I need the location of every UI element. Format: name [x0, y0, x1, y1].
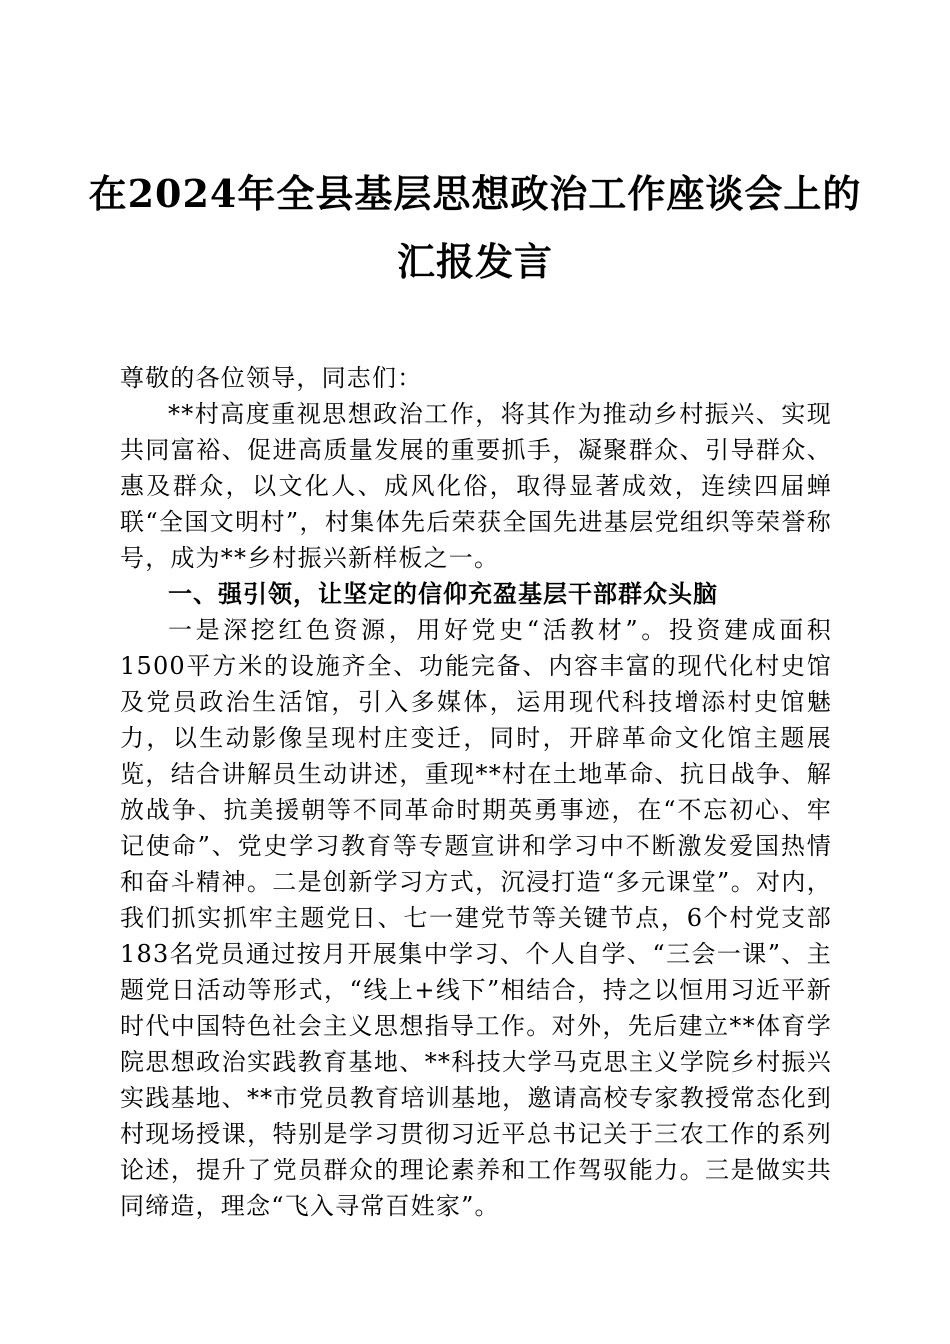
intro-paragraph: **村高度重视思想政治工作，将其作为推动乡村振兴、实现共同富裕、促进高质量发展的重要抓手，凝聚群众、引导群众、惠及群众，以文化人、成风化俗，取得显著成效，连续四届蝉联“全国文明村”，村集体先后荣获全国先进基层党组织等荣誉称号，成为**乡村振兴新样板之一。 — [120, 400, 832, 572]
section-heading-1: 一、强引领，让坚定的信仰充盈基层干部群众头脑 — [168, 580, 718, 608]
document-title-line-1: 在2024年全县基层思想政治工作座谈会上的 — [88, 171, 862, 216]
salutation: 尊敬的各位领导，同志们： — [120, 364, 423, 392]
section-1-paragraph: 一是深挖红色资源，用好党史“活教材”。投资建成面积1500平方米的设施齐全、功能完备、内容丰富的现代化村史馆及党员政治生活馆，引入多媒体，运用现代科技增添村史馆魅力，以生动影像呈现村庄变迁，同时，开辟革命文化馆主题展览，结合讲解员生动讲述，重现**村在土地革命、抗日战争、解放战争、抗美援朝等不同革命时期英勇事迹，在“不忘初心、牢记使命”、党史学习教育等专题宣讲和学习中不断激发爱国热情和奋斗精神。二是创新学习方式，沉浸打造“多元课堂”。对内，我们抓实抓牢主题党日、七一建党节等关键节点，6个村党支部183名党员通过按月开展集中学习、个人自学、“三会一课”、主题党日活动等形式，“线上+线下”相结合，持之以恒用习近平新时代中国特色社会主义思想指导工作。对外，先后建立**体育学院思想政治实践教育基地、**科技大学马克思主义学院乡村振兴实践基地、**市党员教育培训基地，邀请高校专家教授常态化到村现场授课，特别是学习贯彻习近平总书记关于三农工作的系列论述，提升了党员群众的理论素养和工作驾驭能力。三是做实共同缔造，理念“飞入寻常百姓家”。 — [120, 616, 832, 1220]
document-title-line-2: 汇报发言 — [396, 239, 553, 284]
